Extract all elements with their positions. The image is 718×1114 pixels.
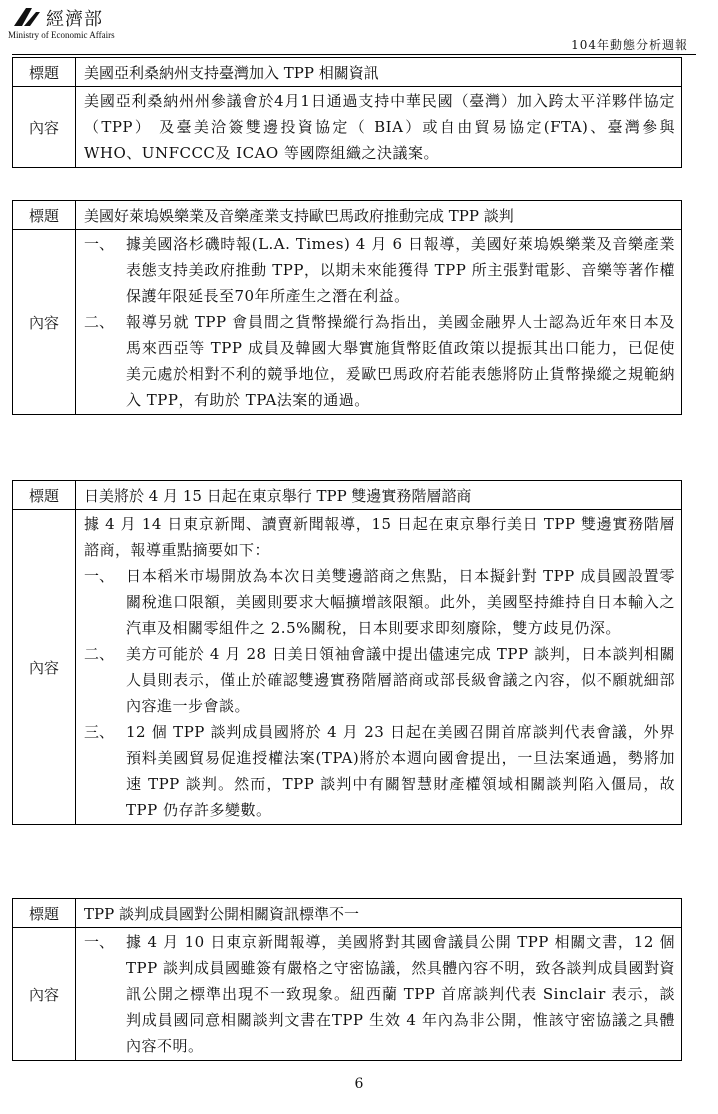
- item-number: 二、: [84, 313, 115, 331]
- content-item: [84, 719, 675, 823]
- item-number: 一、: [84, 235, 115, 253]
- item-text: 據 4 月 10 日東京新聞報導，美國將對其國會議員公開 TPP 相關文書，12 個 TPP 談判成員國雖簽有嚴格之守密協議，然具體內容不明，致各談判成員國對資訊公開之標準出現不一致現象。紐西蘭 TPP 首席談判代表 Sinclair 表示，談判成員國同意相關談判文書在TPP 生效 4 年內為非公開，惟該守密協議之具體內容不明。: [126, 933, 675, 1055]
- item-number: 一、: [84, 567, 115, 585]
- news-title: 日美將於 4 月 15 日起在東京舉行 TPP 雙邊實務階層諮商: [76, 481, 682, 510]
- item-number: 三、: [84, 723, 115, 741]
- item-text: 據美國洛杉磯時報(L.A. Times) 4 月 6 日報導，美國好萊塢娛樂業及音樂產業表態支持美政府推動 TPP，以期未來能獲得 TPP 所主張對電影、音樂等著作權保護年限延長至70年所產生之潛在利益。: [126, 235, 675, 305]
- item-number: 一、: [84, 933, 115, 951]
- content-label: 內容: [13, 510, 76, 825]
- news-table: [12, 200, 682, 415]
- org-name-en: Ministry of Economic Affairs: [8, 30, 115, 40]
- content-label: 內容: [13, 230, 76, 415]
- title-label: 標題: [13, 899, 76, 928]
- item-text: 報導另就 TPP 會員間之貨幣操縱行為指出，美國金融界人士認為近年來日本及馬來西亞等 TPP 成員及韓國大舉實施貨幣貶值政策以提振其出口能力，已促使美元處於相對不利的競爭地位，爰歐巴馬政府若能表態將防止貨幣操縱之規範納入 TPP，有助於 TPA法案的通過。: [126, 313, 675, 409]
- content-label: 內容: [13, 928, 76, 1061]
- content-label: 內容: [13, 87, 76, 168]
- title-label: 標題: [13, 481, 76, 510]
- title-label: 標題: [13, 58, 76, 87]
- item-number: 二、: [84, 645, 115, 663]
- news-table: [12, 898, 682, 1061]
- news-title: 美國亞利桑納州支持臺灣加入 TPP 相關資訊: [76, 58, 682, 87]
- content-item: [84, 563, 675, 641]
- news-table: [12, 480, 682, 825]
- page-number: 6: [354, 1076, 364, 1092]
- content-item: [84, 929, 675, 1059]
- news-table: [12, 57, 682, 168]
- content-item: [84, 231, 675, 309]
- item-text: 日本稻米市場開放為本次日美雙邊諮商之焦點，日本擬針對 TPP 成員國設置零關稅進口限額，美國則要求大幅擴增該限額。此外，美國堅持維持自日本輸入之汽車及相關零組件之 2.5%關稅，日本則要求即刻廢除，雙方歧見仍深。: [126, 567, 675, 637]
- ministry-logo: [8, 4, 148, 40]
- content-item: [84, 309, 675, 413]
- publication-title: 104年動態分析週報: [571, 38, 688, 52]
- header-divider: [12, 54, 696, 55]
- news-title: TPP 談判成員國對公開相關資訊標準不一: [76, 899, 682, 928]
- item-text: 12 個 TPP 談判成員國將於 4 月 23 日起在美國召開首席談判代表會議，外界預料美國貿易促進授權法案(TPA)將於本週向國會提出，一旦法案通過，勢將加速 TPP 談判。然而，TPP 談判中有關智慧財產權領域相關談判陷入僵局，故 TPP 仍存許多變數。: [126, 723, 675, 819]
- org-name-cn: 經濟部: [46, 9, 103, 30]
- news-title: 美國好萊塢娛樂業及音樂產業支持歐巴馬政府推動完成 TPP 談判: [76, 201, 682, 230]
- moea-logo-icon: [12, 6, 42, 28]
- content-paragraph: 據 4 月 14 日東京新聞、讀賣新聞報導，15 日起在東京舉行美日 TPP 雙邊實務階層諮商，報導重點摘要如下：: [84, 515, 675, 559]
- item-text: 美方可能於 4 月 28 日美日領袖會議中提出儘速完成 TPP 談判，日本談判相關人員則表示，僅止於確認雙邊實務階層諮商或部長級會議之內容，似不願就細部內容進一步會談。: [126, 645, 675, 715]
- content-item: [84, 641, 675, 719]
- content-paragraph: 美國亞利桑納州州參議會於4月1日通過支持中華民國（臺灣）加入跨太平洋夥伴協定（TPP） 及臺美洽簽雙邊投資協定（ BIA）或自由貿易協定(FTA)、臺灣參與WHO、UNFCCC及 ICAO 等國際組織之決議案。: [84, 92, 675, 162]
- title-label: 標題: [13, 201, 76, 230]
